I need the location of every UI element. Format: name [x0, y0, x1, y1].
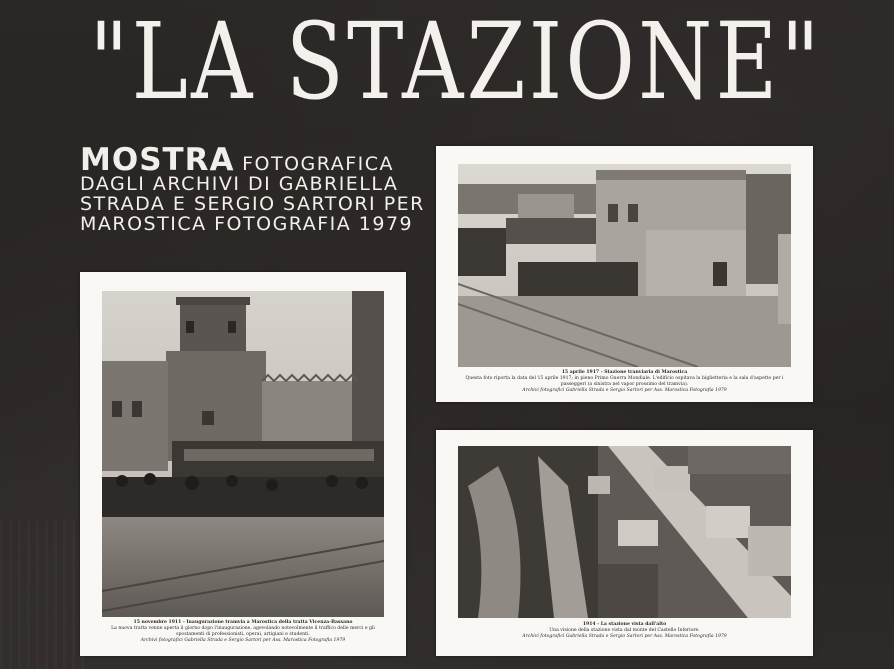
background-texture — [0, 520, 90, 669]
photo-frame-station-1917 — [436, 146, 813, 402]
subtitle-line-2: DAGLI ARCHIVI DI GABRIELLA — [80, 173, 399, 195]
photo-station-1917-image — [458, 164, 791, 367]
subtitle-line-4: MAROSTICA FOTOGRAFIA 1979 — [80, 213, 414, 235]
caption-station-1917-credit: Archivi fotografici Gabriella Strada e Sergio Sartori per Ass. Marostica Fotografia 1979 — [522, 388, 727, 393]
subtitle-line-1 — [80, 142, 420, 178]
photo-aerial-view-image — [458, 446, 791, 618]
caption-station-1917-title: 15 aprile 1917 - Stazione tranviaria di Marostica — [561, 370, 688, 375]
caption-inauguration-body: La nuova tratta venne aperta il giorno dopo l'inaugurazione, agevolando notevolmente il traffico delle merci e gli spostamenti di professionisti, operai, artigiani e studenti. — [111, 626, 375, 637]
photo-station-1917 — [458, 164, 791, 367]
caption-aerial-view-title: 1914 - La stazione vista dall'alto — [582, 622, 667, 627]
caption-aerial-view-credit: Archivi fotografici Gabriella Strada e Sergio Sartori per Ass. Marostica Fotografia 1979 — [522, 634, 727, 639]
caption-aerial-view — [454, 622, 795, 640]
caption-inauguration-credit: Archivi fotografici Gabriella Strada e Sergio Sartori per Ass. Marostica Fotografia 1979 — [140, 638, 346, 643]
photo-inauguration — [102, 291, 384, 617]
photo-frame-aerial-view — [436, 430, 813, 656]
caption-station-1917-body: Questa foto riporta la data del 15 aprile 1917; in pieno Primo Guerra Mondiale. L'edificio ospitava la biglietteria e la sala d'aspetto per i passeggeri (a sinistra nel vapor prossimo del tramvia). — [465, 376, 784, 387]
subtitle-line-1-rest: FOTOGRAFICA — [242, 153, 394, 175]
photo-inauguration-image — [102, 291, 384, 617]
poster-title: "LA STAZIONE" — [89, 0, 823, 123]
caption-inauguration — [100, 620, 386, 644]
photo-frame-inauguration — [80, 272, 406, 656]
subtitle-line-3: STRADA E SERGIO SARTORI PER — [80, 193, 425, 215]
poster-subtitle — [80, 142, 425, 235]
caption-aerial-view-body: Una visione della stazione vista dal monte del Castello Inferiore. — [549, 628, 700, 633]
subtitle-lead: MOSTRA — [80, 142, 235, 178]
caption-inauguration-title: 15 novembre 1911 - Inaugurazione tramvia a Marostica della tratta Vicenza-Bassano — [133, 620, 353, 625]
caption-station-1917 — [454, 370, 795, 394]
photo-aerial-view — [458, 446, 791, 618]
